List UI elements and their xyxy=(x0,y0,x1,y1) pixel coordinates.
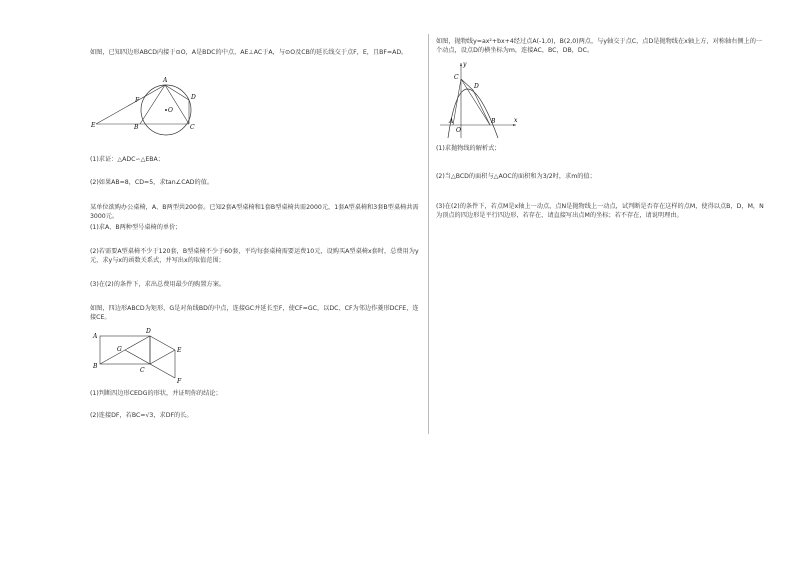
q4-part3: (3)在(2)的条件下，若点M是x轴上一动点，点N是抛物线上一动点，试判断是否存在这样的点M，使得以点B，D，M，N为顶点的四边形是平行四边形，若存在，请直接写出点M的坐标；若不存在，请说明理由。 xyxy=(436,203,764,219)
q4-label-x: x xyxy=(514,117,518,124)
q4-part2: (2)当△BCD的面积与△AOC的面积和为3/2时，求m的值； xyxy=(436,173,596,180)
q1-label-d: D xyxy=(191,94,196,101)
q1-label-e: E xyxy=(91,122,96,129)
q2-part3: (3)在(2)的条件下，求出总费用最少的购置方案。 xyxy=(90,281,226,288)
q3-label-f: F xyxy=(177,378,182,385)
q3-part1: (1)判断四边形CEDG的形状，并证明你的结论； xyxy=(90,390,222,397)
q3-part2: (2)连接DF，若BC=√3，求DF的长。 xyxy=(90,412,193,419)
q4-label-c: C xyxy=(454,74,459,81)
q1-part1: (1)求证：△ADC∽△EBA； xyxy=(90,156,164,163)
q3-label-c: C xyxy=(140,367,145,374)
q3-text: 如图，四边形ABCD为矩形，G是对角线BD的中点，连接GC并延长至F，使CF=GC，以DC、CF为邻边作菱形DCFE，连接CE。 xyxy=(90,305,419,321)
column-divider xyxy=(428,34,429,434)
q1-label-o: O xyxy=(168,107,173,114)
q4-figure xyxy=(436,60,521,140)
q3-figure xyxy=(90,325,190,385)
q1-label-f: F xyxy=(135,97,140,104)
q4-label-d: D xyxy=(474,83,479,90)
q1-text: 如图，已知四边形ABCD内接于⊙O，A是BDC的中点，AE⊥AC于A，与⊙O及CB的延长线交于点F，E，且BF=AD。 xyxy=(90,49,408,56)
q4-label-y: y xyxy=(463,61,467,68)
q4-label-a: A xyxy=(449,118,454,125)
q4-part1: (1)求抛物线的解析式； xyxy=(436,145,501,152)
q3-label-g: G xyxy=(117,346,122,353)
q3-label-d: D xyxy=(146,328,151,335)
q1-part2: (2)如果AB=8，CD=5，求tan∠CAD的值。 xyxy=(90,179,214,186)
q1-figure xyxy=(90,74,210,136)
q1-label-b: B xyxy=(134,124,139,131)
q4-label-o: O xyxy=(456,127,461,134)
q2-part2: (2)若需要A型桌椅不少于120套，B型桌椅不少于60套，平均每套桌椅需要运费10元，设购买A型桌椅x套时，总费用为y元，求y与x的函数关系式，并写出x的取值范围； xyxy=(90,248,419,264)
q2-text: 某单位欲购办公桌椅，A、B两型共200套。已知2套A型桌椅和1套B型桌椅共需2000元，1套A型桌椅和3套B型桌椅共需3000元。 xyxy=(90,204,419,220)
q2-part1: (1)求A、B两种型号桌椅的单价； xyxy=(90,224,182,231)
q3-label-b: B xyxy=(93,363,98,370)
q4-label-b: B xyxy=(491,118,496,125)
q1-label-c: C xyxy=(190,124,195,131)
q3-label-e: E xyxy=(177,347,182,354)
q3-label-a: A xyxy=(93,333,98,340)
q1-label-a: A xyxy=(163,77,168,84)
q4-text: 如图，抛物线y=ax²+bx+4经过点A(-1,0)，B(2,0)两点，与y轴交于点C，点D是抛物线在x轴上方，对称轴右侧上的一个动点，设点D的横坐标为m，连接AC，BC，DB，DC。 xyxy=(436,38,763,54)
